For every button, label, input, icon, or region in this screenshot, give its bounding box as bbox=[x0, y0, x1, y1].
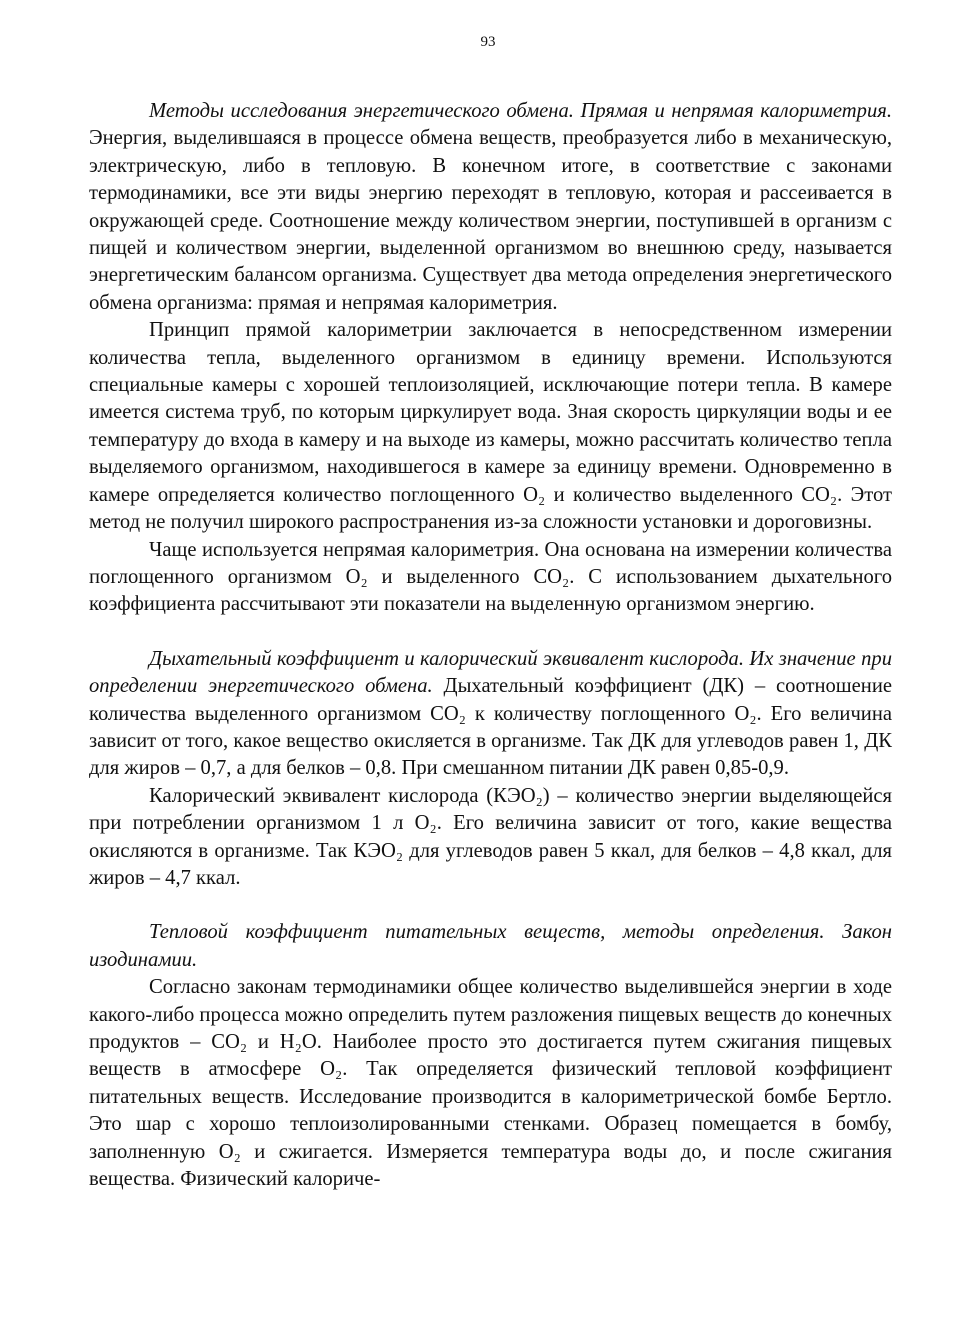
section-2-paragraph-1-text: Дыхательный коэффициент (ДК) – соотношение количества выделенного организмом CO₂ к количеству поглощенного O₂. Его величина зависит от того, какое вещество окисляется в организме. Так ДК для углеводов равен 1, ДК для жиров – 0,7, а для белков – 0,8. При смешанном питании ДК равен 0,85-0,9. bbox=[89, 675, 892, 780]
section-spacer bbox=[89, 619, 892, 646]
page-number: 93 bbox=[480, 34, 496, 50]
section-2-heading: Дыхательный коэффициент и калорический эквивалент кислорода. Их значение при определении энергетического обмена. bbox=[89, 647, 892, 698]
section-1-paragraph-3: Чаще используется непрямая калориметрия. Она основана на измерении количества поглощенного организмом O₂ и выделенного CO₂. С использованием дыхательного коэффициента рассчитывают эти показатели на выделенную организмом энергию. bbox=[89, 538, 892, 616]
section-3-heading: Тепловой коэффициент питательных веществ, методы определения. Закон изодинамии. bbox=[89, 921, 892, 971]
section-3-paragraph-1: Согласно законам термодинамики общее количество выделившейся энергии в ходе какого-либо процесса можно определить путем разложения пищевых веществ до конечных продуктов – CO₂ и H₂O. Наиболее просто это достигается путем сжигания пищевых веществ в атмосфере O₂. Так определяется физический тепловой коэффициент питательных веществ. Исследование производится в калориметрической бомбе Бертло. Это шар с хорошо теплоизолированными стенками. Образец помещается в бомбу, заполненную O₂ и сжигается. Измеряется температура воды до, и после сжигания вещества. Физический калориче- bbox=[89, 976, 892, 1191]
section-spacer bbox=[89, 892, 892, 919]
section-1-paragraph-1-text: Энергия, выделившаяся в процессе обмена веществ, преобразуется либо в механическую, электрическую, либо в тепловую. В конечном итоге, в соответствие с законами термодинамики, все эти виды энергию переходят в тепловую, которая и рассеивается в окружающей среде. Соотношение между количеством энергии, поступившей в организм с пищей и количеством энергии, выделенной организмом во внешнюю среду, называется энергетическим балансом организма. Существует два метода определения энергетического обмена организма: прямая и непрямая калориметрия. bbox=[89, 127, 892, 314]
section-1-paragraph-2: Принцип прямой калориметрии заключается в непосредственном измерении количества тепла, выделенного организмом в единицу времени. Используются специальные камеры с хорошей теплоизоляцией, исключающие потери тепла. В камере имеется система труб, по которым циркулирует вода. Зная скорость циркуляции воды и ее температуру до входа в камеру и на выходе из камеры, можно рассчитать количество тепла выделяемого организмом, находившегося в камере за единицу времени. Одновременно в камере определяется количество поглощенного O₂ и количество выделенного CO₂. Этот метод не получил широкого распространения из-за сложности установки и дороговизны. bbox=[89, 319, 892, 534]
page-body bbox=[89, 98, 892, 1193]
section-2-paragraph-2: Калорический эквивалент кислорода (КЭO₂) – количество энергии выделяющейся при потреблении организмом 1 л O₂. Его величина зависит от того, какие вещества окисляются в организме. Так КЭO₂ для углеводов равен 5 ккал, для белков – 4,8 ккал, для жиров – 4,7 ккал. bbox=[89, 784, 892, 889]
section-1-paragraph-1 bbox=[89, 98, 892, 317]
section-1-heading: Методы исследования энергетического обмена. Прямая и непрямая калориметрия. bbox=[149, 100, 892, 122]
section-2-paragraph-1 bbox=[89, 646, 892, 783]
